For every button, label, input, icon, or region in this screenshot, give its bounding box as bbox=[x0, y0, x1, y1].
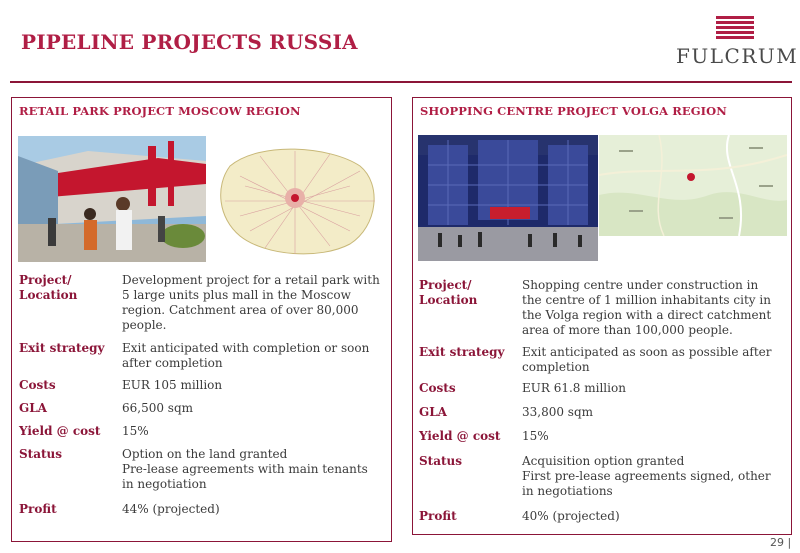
moscow-region-map bbox=[210, 136, 384, 262]
label-profit: Profit bbox=[419, 509, 457, 523]
label-gla: GLA bbox=[19, 401, 47, 415]
label-status: Status bbox=[19, 447, 63, 461]
shopping-centre-panel bbox=[412, 97, 792, 535]
label-exit-strategy: Exit strategy bbox=[419, 345, 505, 359]
page-number: 29 | bbox=[770, 536, 792, 549]
label-yield: Yield @ cost bbox=[419, 429, 501, 443]
value-costs: EUR 105 million bbox=[122, 378, 223, 392]
label-status: Status bbox=[419, 454, 463, 468]
header-divider bbox=[10, 81, 792, 83]
label-profit: Profit bbox=[19, 502, 57, 516]
retail-park-panel bbox=[11, 97, 392, 542]
value-yield: 15% bbox=[522, 429, 549, 443]
label-project-location: Project/ Location bbox=[419, 278, 478, 307]
value-exit-strategy: Exit anticipated as soon as possible after completion bbox=[522, 345, 772, 374]
label-yield: Yield @ cost bbox=[19, 424, 101, 438]
label-project-location: Project/ Location bbox=[19, 273, 78, 302]
logo-text: FULCRUM bbox=[676, 44, 799, 68]
value-status bbox=[122, 447, 380, 492]
panel-heading: SHOPPING CENTRE PROJECT VOLGA REGION bbox=[420, 104, 727, 118]
label-exit-strategy: Exit strategy bbox=[19, 341, 105, 355]
page-title: PIPELINE PROJECTS RUSSIA bbox=[21, 30, 358, 54]
status-line-2: Pre-lease agreements with main tenants in negotiation bbox=[122, 462, 368, 491]
building-logo-icon bbox=[712, 14, 758, 42]
value-exit-strategy: Exit anticipated with completion or soon after completion bbox=[122, 341, 370, 370]
retail-park-photo bbox=[18, 136, 206, 262]
value-project-location: Development project for a retail park with 5 large units plus mall in the Moscow region. Catchment area of over 80,000 people. bbox=[122, 273, 380, 332]
label-costs: Costs bbox=[419, 381, 456, 395]
shopping-centre-photo bbox=[418, 135, 598, 261]
status-line-2: First pre-lease agreements signed, other in negotiations bbox=[522, 469, 771, 498]
value-profit: 40% (projected) bbox=[522, 509, 620, 523]
value-gla: 66,500 sqm bbox=[122, 401, 194, 415]
panel-heading: RETAIL PARK PROJECT MOSCOW REGION bbox=[19, 104, 301, 118]
value-costs: EUR 61.8 million bbox=[522, 381, 626, 395]
status-line-1: Option on the land granted bbox=[122, 447, 288, 461]
fulcrum-logo bbox=[676, 14, 799, 70]
value-project-location: Shopping centre under construction in the centre of 1 million inhabitants city in the Volga region with a direct catchment area of more than 100,000 people. bbox=[522, 278, 772, 337]
label-costs: Costs bbox=[19, 378, 56, 392]
status-line-1: Acquisition option granted bbox=[522, 454, 685, 468]
value-profit: 44% (projected) bbox=[122, 502, 220, 516]
label-gla: GLA bbox=[419, 405, 447, 419]
value-status bbox=[522, 454, 780, 499]
volga-region-map bbox=[599, 135, 787, 236]
value-gla: 33,800 sqm bbox=[522, 405, 594, 419]
value-yield: 15% bbox=[122, 424, 149, 438]
